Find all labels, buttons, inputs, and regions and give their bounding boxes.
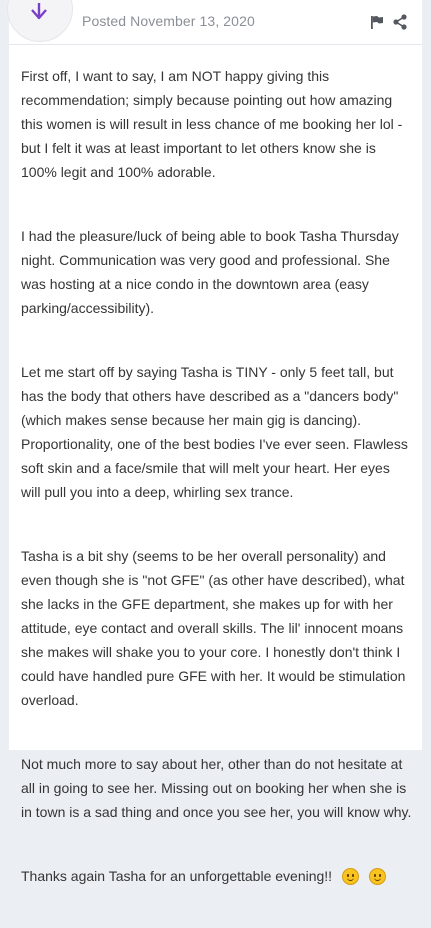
post-paragraph: Tasha is a bit shy (seems to be her overall personality) and even though she is "not GFE" (as other have described), what she lacks in the GFE department, she makes up for with her attitude, eye contact and overall skills. The lil' innocent moans she makes will shake you to your core. I honestly don't think I could have handled pure GFE with her. It would be stimulation overload. — [21, 548, 406, 708]
smile-emoji-icon — [342, 868, 359, 885]
avatar-arrow-icon — [28, 3, 50, 21]
post-paragraph: I had the pleasure/luck of being able to book Tasha Thursday night. Communication was very good and professional. She was hosting at a nice condo in the downtown area (easy parking/accessibility). — [21, 228, 399, 316]
posted-date: Posted November 13, 2020 — [82, 13, 255, 29]
post-content — [21, 64, 413, 928]
post-paragraph: Not much more to say about her, other than do not hesitate at all in going to see her. Missing out on booking her when she is in town is a sad thing and once you see her, you will know why. — [21, 756, 412, 820]
user-avatar[interactable] — [7, 0, 73, 42]
post-card — [9, 0, 422, 884]
post-paragraph: Let me start off by saying Tasha is TINY - only 5 feet tall, but has the body that others have described as a "dancers body" (which makes sense because her main gig is dancing). Proportionality, one of the best bodies I've ever seen. Flawless soft skin and a face/smile that will melt your heart. Her eyes will pull you into a deep, whirling sex trance. — [21, 364, 408, 500]
post-header — [9, 0, 422, 45]
share-icon[interactable] — [393, 14, 407, 30]
smile-emoji-icon — [369, 868, 386, 885]
post-paragraph: First off, I want to say, I am NOT happy giving this recommendation; simply because pointing out how amazing this women is will result in less chance of me booking her lol - but I felt it was at least important to let others know she is 100% legit and 100% adorable. — [21, 68, 403, 180]
closing-text: Thanks again Tasha for an unforgettable evening!! — [21, 868, 333, 884]
flag-icon[interactable] — [370, 15, 384, 29]
post-closing-line — [21, 864, 413, 888]
